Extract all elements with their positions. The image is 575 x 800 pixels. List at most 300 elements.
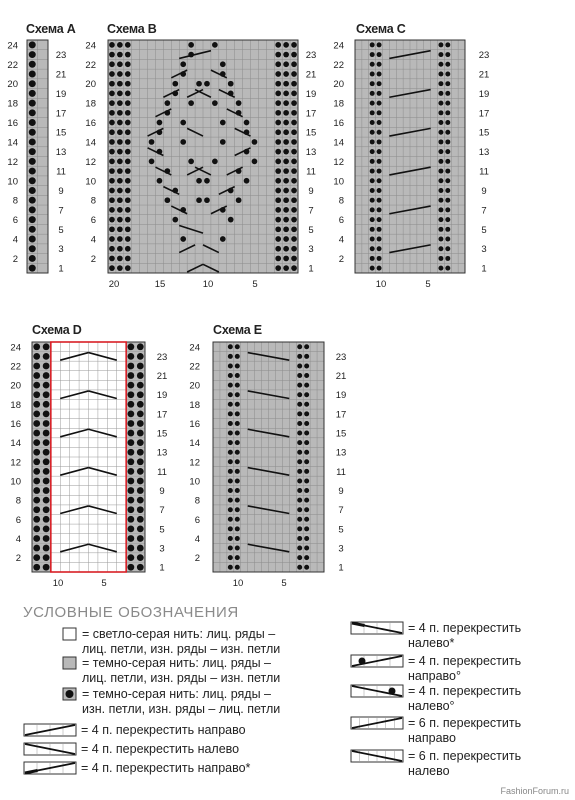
purl-dot [43, 449, 50, 456]
stitch-number: 10 [375, 279, 387, 290]
row-number-right: 3 [481, 244, 487, 256]
purl-dot [445, 266, 450, 271]
purl-dot [291, 159, 297, 165]
row-number-right: 21 [156, 371, 168, 383]
purl-dot [33, 564, 40, 571]
legend-text [408, 654, 521, 683]
purl-dot [370, 169, 375, 174]
purl-dot [165, 100, 171, 106]
purl-dot [438, 72, 443, 77]
purl-dot [297, 507, 302, 512]
row-number-right: 1 [338, 562, 344, 574]
purl-dot [165, 197, 171, 203]
row-number-left: 6 [15, 514, 21, 526]
legend-item [350, 684, 522, 713]
row-number-left: 22 [10, 361, 21, 373]
purl-dot [445, 52, 450, 57]
legend-text [81, 723, 246, 738]
purl-dot [33, 458, 40, 465]
legend-text-line1: = 4 п. перекрестить направо* [81, 761, 251, 775]
purl-dot [236, 100, 242, 106]
legend-item [23, 742, 240, 757]
purl-dot [438, 227, 443, 232]
purl-dot [125, 236, 131, 242]
purl-dot [304, 431, 309, 436]
purl-dot [283, 42, 289, 48]
purl-dot [235, 469, 240, 474]
row-number-left: 18 [333, 98, 344, 110]
legend-text [82, 687, 280, 716]
row-number-right: 11 [306, 166, 316, 178]
purl-dot [137, 545, 144, 552]
purl-dot [304, 450, 309, 455]
row-number-right: 21 [305, 69, 317, 81]
scheme-c-title: Схема C [356, 22, 406, 36]
legend-text-line1: = 4 п. перекрестить налево [81, 742, 240, 756]
purl-dot [137, 353, 144, 360]
purl-dot [283, 236, 289, 242]
row-number-left: 10 [333, 176, 344, 188]
purl-dot [235, 421, 240, 426]
purl-dot [445, 256, 450, 261]
purl-dot [125, 246, 131, 252]
purl-dot [297, 526, 302, 531]
purl-dot [304, 459, 309, 464]
purl-dot [297, 498, 302, 503]
purl-dot [370, 178, 375, 183]
row-number-right: 13 [55, 147, 67, 159]
cross-left-4-star-icon [350, 621, 404, 635]
purl-dot [149, 159, 155, 165]
purl-dot [117, 61, 123, 67]
purl-dot [109, 246, 115, 252]
purl-dot [117, 129, 123, 135]
row-number-right: 13 [305, 147, 317, 159]
purl-dot [275, 207, 281, 213]
purl-dot [304, 546, 309, 551]
purl-dot [377, 81, 382, 86]
purl-dot [291, 61, 297, 67]
purl-dot [304, 421, 309, 426]
purl-dot [127, 420, 134, 427]
purl-dot [370, 237, 375, 242]
purl-dot [304, 478, 309, 483]
purl-dot [235, 565, 240, 570]
purl-dot [275, 71, 281, 77]
purl-dot [283, 188, 289, 194]
row-number-left: 24 [189, 342, 200, 354]
purl-dot [220, 139, 226, 145]
row-number-right: 19 [156, 390, 168, 402]
purl-dot [43, 353, 50, 360]
legend-text-line2: изн. петли, изн. ряды – лиц. петли [82, 701, 281, 716]
purl-dot [125, 178, 131, 184]
row-number-right: 17 [478, 108, 490, 120]
purl-dot [283, 129, 289, 135]
purl-dot [445, 120, 450, 125]
cross-left-6-icon [350, 749, 404, 763]
row-number-right: 23 [478, 50, 490, 62]
scheme-b-chart [85, 40, 316, 290]
purl-dot [377, 91, 382, 96]
purl-dot [297, 459, 302, 464]
purl-dot [109, 61, 115, 67]
row-number-right: 7 [338, 505, 344, 517]
purl-dot [445, 139, 450, 144]
purl-dot [304, 536, 309, 541]
row-number-right: 23 [335, 351, 347, 363]
row-number-right: 19 [305, 88, 317, 100]
purl-dot [29, 265, 36, 272]
purl-dot [377, 130, 382, 135]
row-number-right: 11 [336, 466, 346, 478]
purl-dot [180, 120, 186, 126]
purl-dot [377, 149, 382, 154]
purl-dot [180, 61, 186, 67]
row-number-left: 12 [85, 156, 96, 168]
row-number-left: 20 [189, 380, 200, 392]
purl-dot [117, 100, 123, 106]
purl-dot [188, 100, 194, 106]
purl-dot [370, 217, 375, 222]
row-number-right: 19 [478, 88, 490, 100]
legend-text-line2: налево* [408, 635, 455, 650]
row-number-right: 3 [308, 244, 314, 256]
purl-dot [220, 61, 226, 67]
purl-dot [297, 565, 302, 570]
purl-dot [33, 391, 40, 398]
purl-dot [297, 478, 302, 483]
purl-dot [127, 363, 134, 370]
scheme-b-title: Схема B [107, 22, 157, 36]
purl-dot [370, 256, 375, 261]
purl-dot [29, 80, 36, 87]
legend-item [62, 627, 281, 656]
row-number-left: 24 [85, 40, 96, 52]
row-number-right: 5 [338, 524, 344, 536]
purl-dot [445, 217, 450, 222]
purl-dot [228, 392, 233, 397]
row-number-left: 2 [90, 253, 96, 265]
purl-dot [283, 168, 289, 174]
purl-dot [117, 265, 123, 271]
purl-dot [204, 81, 210, 87]
purl-dot [188, 159, 194, 165]
purl-dot [33, 410, 40, 417]
purl-dot [172, 217, 178, 223]
purl-dot [137, 420, 144, 427]
purl-dot [297, 354, 302, 359]
purl-dot [109, 81, 115, 87]
purl-dot [275, 61, 281, 67]
row-number-right: 1 [159, 562, 165, 574]
purl-dot [304, 411, 309, 416]
row-number-right: 15 [156, 428, 168, 440]
purl-dot [29, 138, 36, 145]
purl-dot [438, 237, 443, 242]
purl-dot [283, 217, 289, 223]
purl-dot [117, 207, 123, 213]
purl-dot [438, 266, 443, 271]
row-number-left: 10 [7, 176, 18, 188]
legend-text-line2: налево [408, 763, 450, 778]
purl-dot [370, 139, 375, 144]
purl-dot [137, 391, 144, 398]
row-number-right: 5 [481, 224, 487, 236]
purl-dot [117, 246, 123, 252]
cross-right-6-icon [350, 716, 404, 730]
purl-dot [196, 81, 202, 87]
purl-dot [275, 149, 281, 155]
purl-dot [370, 227, 375, 232]
stitch-number: 10 [52, 578, 64, 589]
row-number-left: 12 [10, 457, 21, 469]
row-number-left: 14 [85, 137, 96, 149]
purl-dot [29, 236, 36, 243]
purl-dot [377, 188, 382, 193]
purl-dot [228, 450, 233, 455]
purl-dot [117, 188, 123, 194]
purl-dot [297, 546, 302, 551]
row-number-right: 5 [159, 524, 165, 536]
purl-dot [283, 61, 289, 67]
purl-dot [445, 149, 450, 154]
purl-dot [304, 565, 309, 570]
purl-dot [29, 51, 36, 58]
purl-dot [33, 554, 40, 561]
purl-dot [252, 159, 258, 165]
legend-title: УСЛОВНЫЕ ОБОЗНАЧЕНИЯ [23, 604, 239, 621]
purl-dot [109, 139, 115, 145]
purl-dot [125, 265, 131, 271]
purl-dot [370, 101, 375, 106]
purl-dot [275, 265, 281, 271]
purl-dot [43, 401, 50, 408]
purl-dot [445, 227, 450, 232]
row-number-left: 24 [7, 40, 18, 52]
row-number-left: 4 [194, 533, 200, 545]
purl-dot [445, 110, 450, 115]
legend-text [82, 627, 280, 656]
purl-dot [291, 197, 297, 203]
purl-dot [117, 256, 123, 262]
row-number-left: 14 [10, 438, 21, 450]
row-number-left: 22 [333, 59, 344, 71]
purl-dot [297, 517, 302, 522]
legend-text-line2: налево° [408, 698, 455, 713]
purl-dot [275, 120, 281, 126]
purl-dot [127, 554, 134, 561]
purl-dot [275, 188, 281, 194]
row-number-right: 17 [55, 108, 67, 120]
purl-dot [304, 517, 309, 522]
purl-dot [297, 555, 302, 560]
legend-text-line1: = темно-серая нить: лиц. ряды – [82, 687, 272, 701]
legend-text [408, 749, 521, 778]
purl-dot [370, 72, 375, 77]
row-number-right: 1 [481, 263, 487, 275]
purl-dot [212, 100, 218, 106]
row-number-left: 6 [194, 514, 200, 526]
row-number-left: 20 [7, 79, 18, 91]
purl-dot [228, 354, 233, 359]
legend-text-line2: направо° [408, 668, 461, 683]
purl-dot [29, 61, 36, 68]
purl-dot [125, 61, 131, 67]
purl-dot [228, 411, 233, 416]
purl-dot [33, 468, 40, 475]
purl-dot [29, 148, 36, 155]
purl-dot [29, 245, 36, 252]
legend-text-line1: = 6 п. перекрестить [408, 749, 522, 763]
purl-dot [304, 392, 309, 397]
stitch-number: 5 [101, 578, 107, 589]
purl-dot [125, 52, 131, 58]
purl-dot [445, 42, 450, 47]
purl-dot [370, 149, 375, 154]
row-number-right: 19 [335, 390, 347, 402]
purl-dot [180, 236, 186, 242]
row-number-left: 22 [189, 361, 200, 373]
stitch-number: 10 [232, 578, 244, 589]
purl-dot [29, 90, 36, 97]
purl-dot [304, 363, 309, 368]
purl-dot [117, 159, 123, 165]
purl-dot [228, 526, 233, 531]
purl-dot [370, 52, 375, 57]
purl-dot [125, 226, 131, 232]
row-number-right: 23 [156, 351, 168, 363]
cross-right-4-icon [23, 723, 77, 737]
row-number-left: 8 [90, 195, 96, 207]
purl-dot [228, 478, 233, 483]
purl-dot [228, 459, 233, 464]
purl-dot [29, 158, 36, 165]
dark-square-icon [62, 656, 78, 670]
purl-dot [125, 188, 131, 194]
legend-text [408, 716, 521, 745]
purl-dot [235, 517, 240, 522]
purl-dot [438, 42, 443, 47]
row-number-left: 2 [15, 553, 21, 565]
purl-dot [157, 120, 163, 126]
purl-dot [127, 372, 134, 379]
row-number-right: 15 [55, 127, 67, 139]
row-number-right: 7 [308, 205, 314, 217]
purl-dot [137, 382, 144, 389]
watermark: FashionForum.ru [500, 786, 569, 796]
row-number-left: 6 [90, 215, 96, 227]
purl-dot [377, 62, 382, 67]
purl-dot [297, 383, 302, 388]
legend-item [350, 749, 522, 778]
purl-dot [370, 198, 375, 203]
purl-dot [125, 149, 131, 155]
purl-dot [304, 373, 309, 378]
purl-dot [283, 178, 289, 184]
purl-dot [297, 450, 302, 455]
purl-dot [29, 226, 36, 233]
purl-dot [137, 564, 144, 571]
purl-dot [228, 555, 233, 560]
purl-dot [125, 100, 131, 106]
purl-dot [275, 42, 281, 48]
purl-dot [109, 110, 115, 116]
purl-dot [127, 535, 134, 542]
purl-dot [33, 478, 40, 485]
purl-dot [43, 420, 50, 427]
purl-dot [29, 255, 36, 262]
stitch-number: 5 [252, 279, 258, 290]
purl-dot [291, 226, 297, 232]
stitch-number: 15 [154, 279, 166, 290]
row-number-right: 1 [58, 263, 64, 275]
purl-dot [244, 178, 250, 184]
purl-dot [137, 535, 144, 542]
row-number-left: 4 [12, 234, 18, 246]
row-number-right: 9 [58, 185, 64, 197]
purl-dot [29, 41, 36, 48]
row-number-left: 4 [90, 234, 96, 246]
purl-dot [33, 497, 40, 504]
purl-dot [275, 168, 281, 174]
row-number-right: 15 [305, 127, 317, 139]
purl-dot [377, 246, 382, 251]
row-number-left: 2 [12, 253, 18, 265]
purl-dot [137, 430, 144, 437]
stitch-number: 5 [281, 578, 287, 589]
row-number-right: 9 [338, 486, 344, 498]
purl-dot [283, 91, 289, 97]
purl-dot [228, 431, 233, 436]
purl-dot [228, 383, 233, 388]
purl-dot [235, 392, 240, 397]
purl-dot [125, 207, 131, 213]
purl-dot [109, 52, 115, 58]
purl-dot [445, 62, 450, 67]
purl-dot [43, 564, 50, 571]
scheme-e-title: Схема E [213, 323, 262, 337]
purl-dot [43, 363, 50, 370]
purl-dot [445, 246, 450, 251]
purl-dot [377, 159, 382, 164]
purl-dot [235, 402, 240, 407]
legend-text [82, 656, 280, 685]
row-number-right: 3 [338, 543, 344, 555]
purl-dot [236, 197, 242, 203]
purl-dot [370, 266, 375, 271]
purl-dot [109, 149, 115, 155]
purl-dot [33, 401, 40, 408]
purl-dot [445, 130, 450, 135]
legend-text-line2: лиц. петли, изн. ряды – изн. петли [82, 641, 281, 656]
purl-dot [33, 353, 40, 360]
purl-dot [228, 488, 233, 493]
purl-dot [377, 217, 382, 222]
purl-dot [127, 564, 134, 571]
purl-dot [137, 525, 144, 532]
purl-dot [127, 468, 134, 475]
row-number-left: 18 [85, 98, 96, 110]
purl-dot [137, 372, 144, 379]
purl-dot [297, 536, 302, 541]
purl-dot [117, 110, 123, 116]
purl-dot [109, 265, 115, 271]
purl-dot [125, 91, 131, 97]
purl-dot [127, 525, 134, 532]
purl-dot [117, 149, 123, 155]
purl-dot [370, 246, 375, 251]
